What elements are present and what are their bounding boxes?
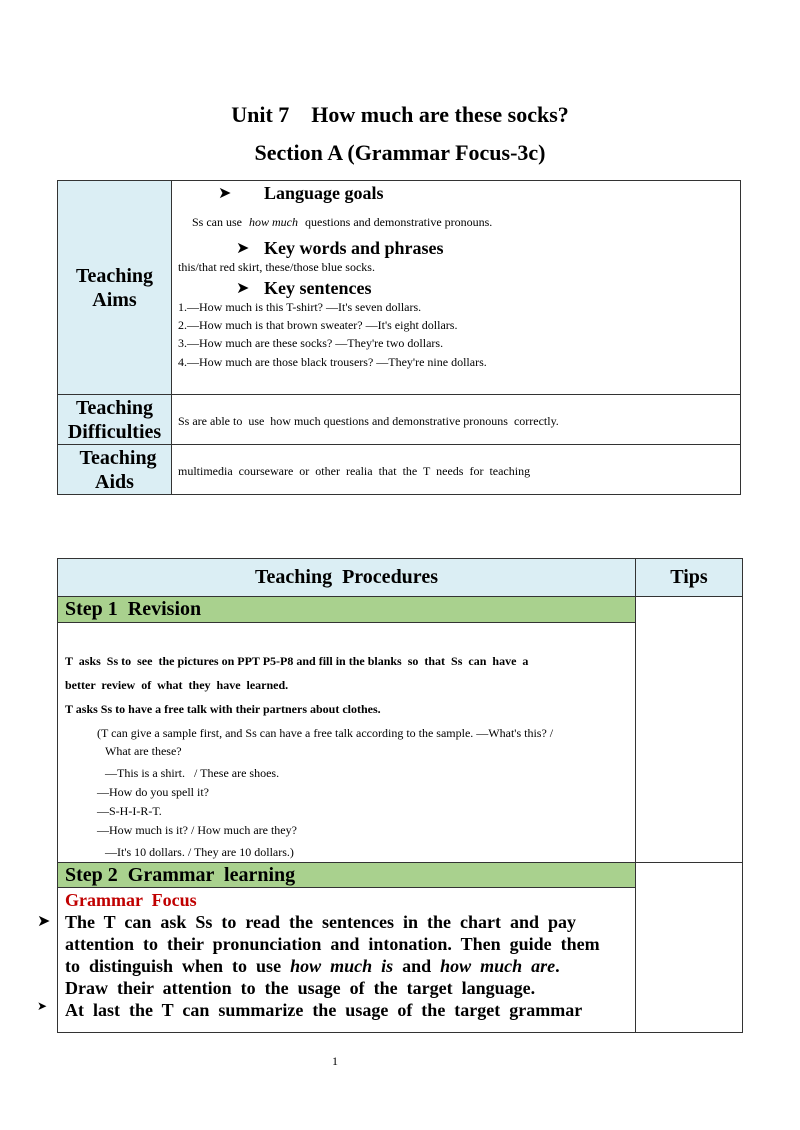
aids-text: multimedia courseware or other realia that the T needs for teaching	[178, 464, 531, 478]
aids-label-cell	[57, 444, 172, 495]
p1-line3-a: to distinguish when to use	[65, 956, 282, 976]
tips-header	[635, 558, 743, 597]
step1-title-cell	[57, 596, 636, 623]
step1-title: Step 1 Revision	[65, 598, 202, 620]
arrow-bullet-icon: ➤	[236, 240, 250, 257]
key-words-text: this/that red skirt, these/those blue socks.	[178, 260, 375, 274]
step1-sample-line1: (T can give a sample first, and Ss can have a free talk according to the sample. —What's this? /	[97, 726, 554, 740]
step2-tips-cell	[635, 862, 743, 1033]
dialog-line: —How do you spell it?	[97, 785, 209, 799]
step1-para1-line1: T asks Ss to see the pictures on PPT P5-P8 and fill in the blanks so that Ss can have a	[65, 654, 529, 668]
dialog-line: —How much is it? / How much are they?	[97, 823, 297, 837]
page-number: 1	[332, 1054, 338, 1068]
aids-content-cell	[171, 444, 741, 495]
step2-p1-line4: Draw their attention to the usage of the target language.	[65, 978, 536, 998]
step1-tips-cell	[635, 596, 743, 863]
procedures-header	[57, 558, 636, 597]
aims-content-cell	[171, 180, 741, 395]
step2-p1-line1: The T can ask Ss to read the sentences in the chart and pay	[65, 912, 577, 932]
key-sentences-heading: Key sentences	[264, 278, 372, 298]
key-sentence: 3.—How much are these socks? —They're two dollars.	[178, 336, 444, 350]
p1-line3-italic1: how much is	[290, 956, 394, 976]
step2-title: Step 2 Grammar learning	[65, 863, 296, 886]
arrow-bullet-icon: ➤	[37, 999, 48, 1013]
difficulties-label-cell	[57, 394, 172, 445]
difficulties-content-cell	[171, 394, 741, 445]
key-sentence: 1.—How much is this T-shirt? —It's seven dollars.	[178, 300, 422, 314]
language-goals-text	[192, 213, 492, 231]
step1-sample-line2: What are these?	[105, 744, 182, 758]
document-subtitle: Section A (Grammar Focus-3c)	[254, 140, 546, 165]
p1-line3-b: and	[402, 956, 432, 976]
step2-p2: At last the T can summarize the usage of the target grammar	[65, 1000, 583, 1020]
step2-p1-line2: attention to their pronunciation and intonation. Then guide them	[65, 934, 600, 954]
difficulties-text: Ss are able to use how much questions and demonstrative pronouns correctly.	[178, 414, 559, 428]
language-goals-heading: Language goals	[264, 183, 384, 203]
difficulties-label: Teaching Difficulties	[67, 396, 162, 443]
goals-post: questions and demonstrative pronouns.	[305, 215, 493, 229]
step2-title-cell	[57, 862, 636, 888]
procedures-header-label: Teaching Procedures	[255, 566, 438, 588]
arrow-bullet-icon: ➤	[218, 185, 232, 202]
arrow-bullet-icon: ➤	[37, 913, 51, 930]
step1-para1-line2: better review of what they have learned.	[65, 678, 289, 692]
goals-pre: Ss can use	[192, 215, 242, 229]
aims-label: Teaching Aims	[75, 264, 154, 311]
key-sentence: 4.—How much are those black trousers? —They're nine dollars.	[178, 355, 487, 369]
key-words-heading: Key words and phrases	[264, 238, 444, 258]
step1-content-cell	[57, 622, 636, 863]
grammar-focus-heading: Grammar Focus	[65, 890, 197, 910]
dialog-line: —It's 10 dollars. / They are 10 dollars.)	[105, 845, 294, 859]
aims-label-cell	[57, 180, 172, 395]
step2-p1-line3	[65, 955, 560, 977]
goals-italic: how much	[249, 215, 298, 229]
tips-header-label: Tips	[670, 566, 708, 588]
step1-para2: T asks Ss to have a free talk with their partners about clothes.	[65, 702, 381, 716]
dialog-line: —This is a shirt. / These are shoes.	[105, 766, 280, 780]
document-title: Unit 7 How much are these socks?	[231, 102, 569, 127]
aids-label: Teaching Aids	[79, 446, 157, 493]
arrow-bullet-icon: ➤	[236, 280, 250, 297]
p1-line3-italic2: how much are	[440, 956, 556, 976]
key-sentence: 2.—How much is that brown sweater? —It's eight dollars.	[178, 318, 458, 332]
step2-content-cell	[57, 887, 636, 1033]
dialog-line: —S-H-I-R-T.	[97, 804, 162, 818]
p1-line3-c: .	[555, 956, 560, 976]
